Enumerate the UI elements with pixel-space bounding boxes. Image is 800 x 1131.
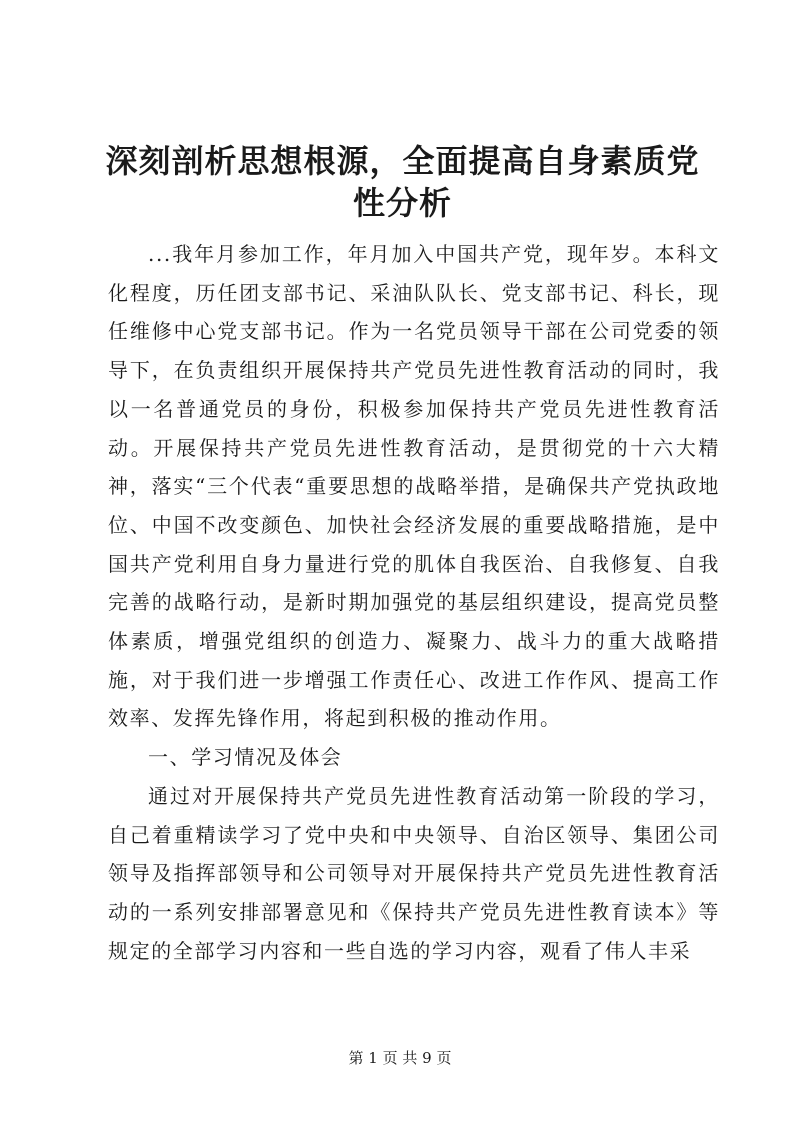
page-number-footer: 第 1 页 共 9 页 [348,1049,452,1067]
paragraph-study: 通过对开展保持共产党员先进性教育活动第一阶段的学习，自己着重精读学习了党中央和中央领导、自治区领导、集团公司领导及指挥部领导和公司领导对开展保持共产党员先进性教育活动的一系列安排部署意见和《保持共产党员先进性教育读本》等规定的全部学习内容和一些自选的学习内容，观看了伟人丰采 [108,783,720,963]
section-heading-study: 一、学习情况及体会 [148,745,343,770]
paragraph-intro: ...我年月参加工作，年月加入中国共产党，现年岁。本科文化程度，历任团支部书记、采油队队长、党支部书记、科长，现任维修中心党支部书记。作为一名党员领导干部在公司党委的领导下，在负责组织开展保持共产党员先进性教育活动的同时，我以一名普通党员的身份，积极参加保持共产党员先进性教育活动。开展保持共产党员先进性教育活动，是贯彻党的十六大精神，落实“三个代表“重要思想的战略举措，是确保共产党执政地位、中国不改变颜色、加快社会经济发展的重要战略措施，是中国共产党利用自身力量进行党的肌体自我医治、自我修复、自我完善的战略行动，是新时期加强党的基层组织建设，提高党员整体素质，增强党组织的创造力、凝聚力、战斗力的重大战略措施，对于我们进一步增强工作责任心、改进工作作风、提高工作效率、发挥先锋作用，将起到积极的推动作用。 [108,242,720,731]
document-body [108,235,720,970]
document-title: 深刻剖析思想根源，全面提高自身素质党性分析 [105,142,700,222]
